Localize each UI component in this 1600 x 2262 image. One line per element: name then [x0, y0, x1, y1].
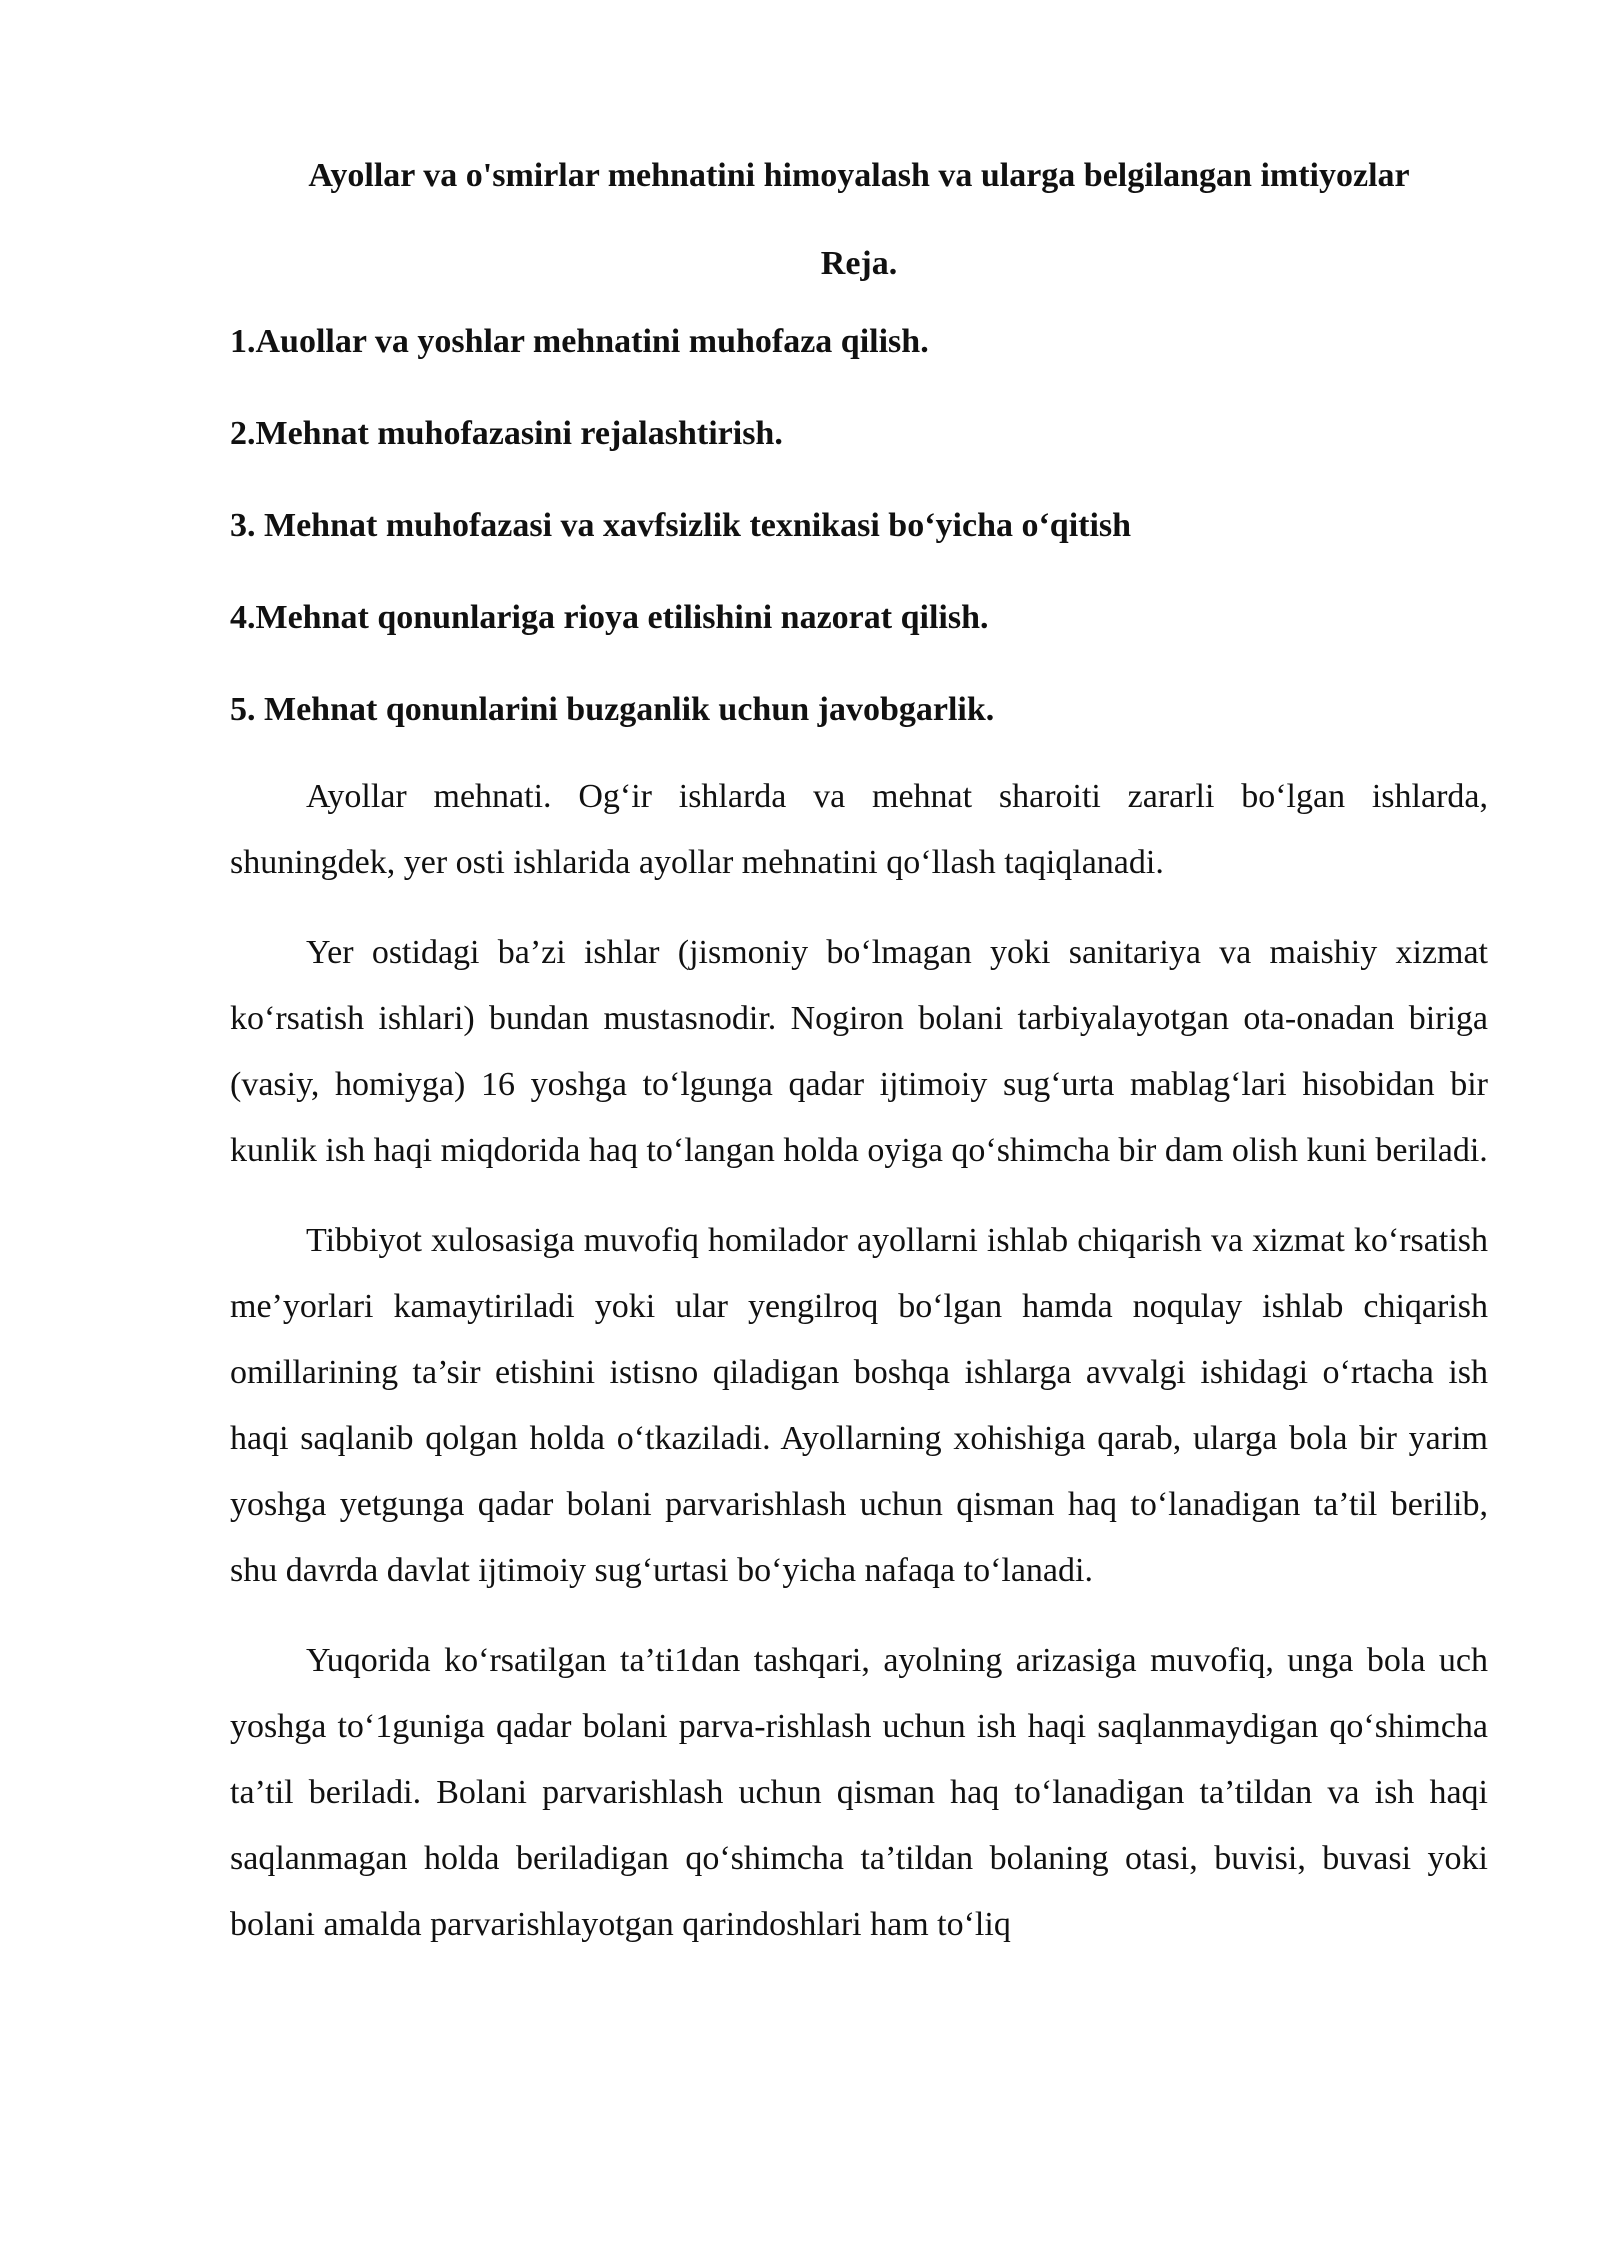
body-paragraph: Yuqorida ko‘rsatilgan ta’ti1dan tashqari, ayolning arizasiga muvofiq, unga bola uch yoshga to‘1guniga qadar bolani parva-rishlash uchun ish haqi saqlanmaydigan qo‘shimcha ta’til beriladi. Bolani parvarishlash uchun qisman haq to‘lanadigan ta’tildan va ish haqi saqlanmagan holda beriladigan qo‘shimcha ta’tildan bolaning otasi, buvisi, buvasi yoki bolani amalda parvarishlayotgan qarindoshlari ham to‘liq: [230, 1642, 1488, 1943]
body-paragraph: Tibbiyot xulosasiga muvofiq homilador ayollarni ishlab chiqarish va xizmat ko‘rsatish me’yorlari kamaytiriladi yoki ular yengilroq bo‘lgan hamda noqulay ishlab chiqarish omillarining ta’sir etishini istisno qiladigan boshqa ishlarga avvalgi ishidagi o‘rtacha ish haqi saqlanib qolgan holda o‘tkaziladi. Ayollarning xohishiga qarab, ularga bola bir yarim yoshga yetgunga qadar bolani parvarishlash uchun qisman haq to‘lanadigan ta’til berilib, shu davrda davlat ijtimoiy sug‘urtasi bo‘yicha nafaqa to‘lanadi.: [230, 1222, 1488, 1589]
plan-item: 1.Auollar va yoshlar mehnatini muhofaza qilish.: [230, 323, 929, 360]
plan-item: 2.Mehnat muhofazasini rejalashtirish.: [230, 415, 783, 452]
body-paragraph: Ayollar mehnati. Og‘ir ishlarda va mehnat sharoiti zararli bo‘lgan ishlarda, shuningdek, yer osti ishlarida ayollar mehnatini qo‘llash taqiqlanadi.: [230, 778, 1488, 881]
body-paragraph: Yer ostidagi ba’zi ishlar (jismoniy bo‘lmagan yoki sanitariya va maishiy xizmat ko‘rsatish ishlari) bundan mustasnodir. Nogiron bolani tarbiyalayotgan ota-onadan biriga (vasiy, homiyga) 16 yoshga to‘lgunga qadar ijtimoiy sug‘urta mablag‘lari hisobidan bir kunlik ish haqi miqdorida haq to‘langan holda oyiga qo‘shimcha bir dam olish kuni beriladi.: [230, 934, 1488, 1169]
document-title: Ayollar va o'smirlar mehnatini himoyalash va ularga belgilangan imtiyozlar: [308, 157, 1410, 194]
document-body: [230, 150, 1488, 1982]
plan-item: 5. Mehnat qonunlarini buzganlik uchun javobgarlik.: [230, 691, 995, 728]
plan-heading: Reja.: [820, 245, 898, 282]
plan-item: 4.Mehnat qonunlariga rioya etilishini nazorat qilish.: [230, 599, 989, 636]
plan-item: 3. Mehnat muhofazasi va xavfsizlik texnikasi bo‘yicha o‘qitish: [230, 507, 1132, 544]
plan-list: [230, 316, 1488, 736]
